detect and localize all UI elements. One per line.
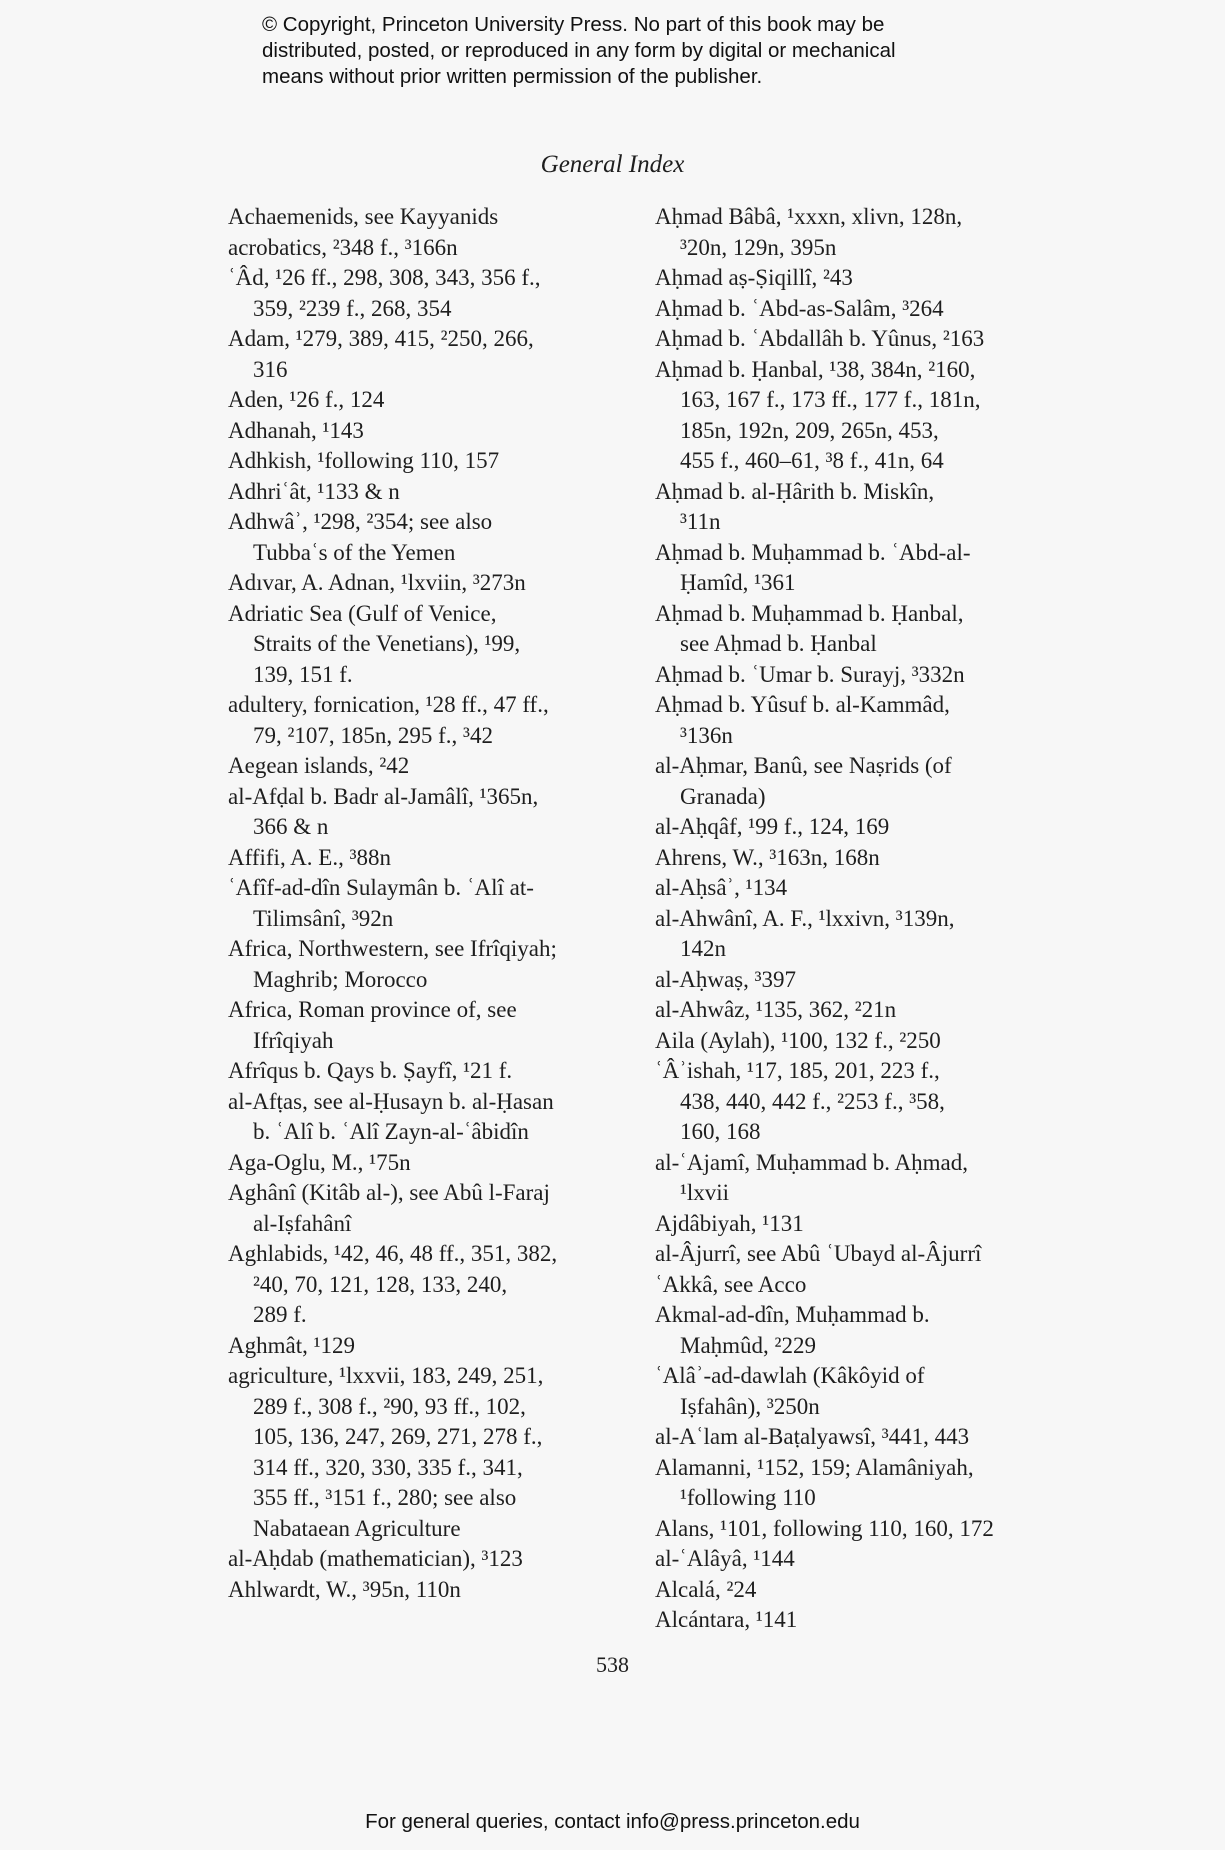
index-line: al-Aʿlam al-Baṭalyawsî, ³441, 443 [655, 1424, 970, 1449]
index-line: Aḥmad Bâbâ, ¹xxxn, xlivn, 128n, [655, 204, 963, 229]
index-line: 185n, 192n, 209, 265n, 453, [680, 417, 939, 443]
index-line: 438, 440, 442 f., ²253 f., ³58, [680, 1088, 945, 1114]
index-line: see Aḥmad b. Ḥanbal [680, 631, 877, 656]
index-line: ³11n [680, 509, 721, 534]
index-line: Aegean islands, ²42 [228, 753, 410, 778]
index-line: Aghmât, ¹129 [228, 1332, 355, 1358]
index-line: Aḥmad b. Muḥammad b. ʿAbd-al- [655, 539, 971, 565]
index-line: Alcalá, ²24 [655, 1576, 757, 1602]
index-line: 163, 167 f., 173 ff., 177 f., 181n, [680, 387, 981, 412]
index-line: 79, ²107, 185n, 295 f., ³42 [253, 722, 493, 748]
index-line: Aḥmad b. ʿAbd-as-Salâm, ³264 [655, 295, 944, 321]
index-line: Africa, Roman province of, see [228, 997, 517, 1022]
index-line: al-Ahwânî, A. F., ¹lxxivn, ³139n, [655, 905, 955, 931]
index-line: Afrîqus b. Qays b. Ṣayfî, ¹21 f. [228, 1058, 513, 1083]
index-line: Iṣfahân), ³250n [680, 1393, 820, 1419]
index-line: Maghrib; Morocco [253, 966, 428, 992]
index-line: Maḥmûd, ²229 [680, 1332, 816, 1358]
index-line: adultery, fornication, ¹28 ff., 47 ff., [228, 692, 549, 717]
copyright-notice [262, 12, 1022, 90]
index-line: Aghlabids, ¹42, 46, 48 ff., 351, 382, [228, 1241, 558, 1266]
index-line: Adhanah, ¹143 [228, 417, 364, 443]
index-line: Akmal-ad-dîn, Muḥammad b. [655, 1302, 930, 1327]
index-line: ʿÂʾishah, ¹17, 185, 201, 223 f., [655, 1058, 940, 1083]
index-line: al-Aḥqâf, ¹99 f., 124, 169 [655, 814, 890, 839]
index-column-left [228, 202, 638, 1605]
index-line: 105, 136, 247, 269, 271, 278 f., [253, 1424, 543, 1449]
index-line: 139, 151 f. [253, 661, 353, 687]
index-line: Aga-Oglu, M., ¹75n [228, 1149, 411, 1175]
index-line: 355 ff., ³151 f., 280; see also [253, 1485, 517, 1510]
index-line: agriculture, ¹lxxvii, 183, 249, 251, [228, 1363, 544, 1388]
index-line: al-Aḥsâʾ, ¹134 [655, 875, 788, 900]
index-line: 366 & n [253, 814, 329, 839]
index-line: acrobatics, ²348 f., ³166n [228, 234, 458, 260]
index-line: Adam, ¹279, 389, 415, ²250, 266, [228, 326, 534, 351]
index-line: ʿAlâʾ-ad-dawlah (Kâkôyid of [655, 1363, 925, 1388]
index-line: al-Afḍal b. Badr al-Jamâlî, ¹365n, [228, 783, 539, 809]
index-line: Aḥmad b. ʿAbdallâh b. Yûnus, ²163 [655, 326, 985, 351]
index-line: Ajdâbiyah, ¹131 [655, 1210, 804, 1236]
footer-contact: For general queries, contact info@press.princeton.edu [365, 1810, 860, 1833]
index-line: Ḥamîd, ¹361 [680, 570, 796, 595]
index-line: Straits of the Venetians), ¹99, [253, 631, 521, 656]
index-line: al-ʿAjamî, Muḥammad b. Aḥmad, [655, 1149, 968, 1175]
index-line: Ahrens, W., ³163n, 168n [655, 844, 880, 870]
index-line: al-Ahwâz, ¹135, 362, ²21n [655, 997, 897, 1022]
index-line: Tilimsânî, ³92n [253, 905, 394, 931]
page-number: 538 [596, 1652, 629, 1677]
copyright-line: means without prior written permission of the publisher. [262, 65, 763, 88]
index-line: 289 f. [253, 1302, 307, 1327]
index-line: Africa, Northwestern, see Ifrîqiyah; [228, 936, 557, 961]
index-line: Alans, ¹101, following 110, 160, 172 [655, 1515, 994, 1541]
index-line: ³20n, 129n, 395n [680, 234, 837, 260]
index-line: al-Aḥmar, Banû, see Naṣrids (of [655, 753, 952, 778]
index-line: Ahlwardt, W., ³95n, 110n [228, 1576, 461, 1602]
running-head: General Index [540, 151, 685, 178]
copyright-line: distributed, posted, or reproduced in any form by digital or mechanical [262, 39, 896, 62]
index-line: b. ʿAlî b. ʿAlî Zayn-al-ʿâbidîn [253, 1119, 529, 1144]
index-line: al-Afṭas, see al-Ḥusayn b. al-Ḥasan [228, 1088, 554, 1114]
index-line: Adıvar, A. Adnan, ¹lxviin, ³273n [228, 570, 526, 595]
index-line: Ifrîqiyah [253, 1027, 334, 1053]
index-line: 455 f., 460–61, ³8 f., 41n, 64 [680, 448, 944, 473]
index-line: Alamanni, ¹152, 159; Alamâniyah, [655, 1454, 974, 1480]
index-line: Alcántara, ¹141 [655, 1607, 798, 1632]
index-line: 314 ff., 320, 330, 335 f., 341, [253, 1454, 523, 1480]
index-line: Nabataean Agriculture [253, 1515, 461, 1541]
index-line: Aḥmad b. ʿUmar b. Surayj, ³332n [655, 661, 965, 687]
index-line: 359, ²239 f., 268, 354 [253, 295, 452, 321]
index-line: Aden, ¹26 f., 124 [228, 387, 385, 412]
index-line: Granada) [680, 783, 766, 809]
index-line: 316 [253, 356, 288, 382]
index-line: Adriatic Sea (Gulf of Venice, [228, 600, 497, 626]
index-line: Adhkish, ¹following 110, 157 [228, 448, 500, 473]
index-line: al-Âjurrî, see Abû ʿUbayd al-Âjurrî [655, 1241, 982, 1266]
index-line: Adhwâʾ, ¹298, ²354; see also [228, 509, 493, 534]
index-line: ¹following 110 [680, 1485, 816, 1510]
index-line: al-ʿAlâyâ, ¹144 [655, 1546, 795, 1571]
index-line: Aḥmad b. Ḥanbal, ¹38, 384n, ²160, [655, 356, 976, 382]
index-line: al-Aḥwaṣ, ³397 [655, 966, 797, 992]
index-line: al-Aḥdab (mathematician), ³123 [228, 1546, 523, 1571]
index-line: Aḥmad b. Muḥammad b. Ḥanbal, [655, 600, 964, 626]
index-line: Achaemenids, see Kayyanids [228, 204, 499, 229]
index-line: ²40, 70, 121, 128, 133, 240, [253, 1271, 508, 1297]
index-line: ʿAkkâ, see Acco [655, 1271, 807, 1297]
index-line: ʿAfîf-ad-dîn Sulaymân b. ʿAlî at- [228, 875, 534, 900]
index-line: Affifi, A. E., ³88n [228, 844, 391, 870]
index-line: Aila (Aylah), ¹100, 132 f., ²250 [655, 1027, 941, 1053]
index-line: ³136n [680, 722, 733, 748]
index-line: ¹lxvii [680, 1180, 730, 1205]
index-line: ʿÂd, ¹26 ff., 298, 308, 343, 356 f., [228, 265, 541, 290]
copyright-line: © Copyright, Princeton University Press. No part of this book may be [262, 13, 885, 36]
index-line: Aḥmad b. al-Ḥârith b. Miskîn, [655, 478, 935, 504]
index-line: Aḥmad aṣ-Ṣiqillî, ²43 [655, 265, 853, 290]
index-line: 289 f., 308 f., ²90, 93 ff., 102, [253, 1393, 526, 1419]
index-line: Aghânî (Kitâb al-), see Abû l-Faraj [228, 1180, 550, 1205]
index-line: Adhriʿât, ¹133 & n [228, 478, 400, 504]
index-line: Tubbaʿs of the Yemen [253, 539, 456, 565]
index-column-right [655, 202, 1075, 1636]
index-line: Aḥmad b. Yûsuf b. al-Kammâd, [655, 692, 950, 717]
index-line: al-Iṣfahânî [253, 1210, 352, 1236]
index-line: 142n [680, 936, 726, 961]
index-line: 160, 168 [680, 1119, 761, 1144]
